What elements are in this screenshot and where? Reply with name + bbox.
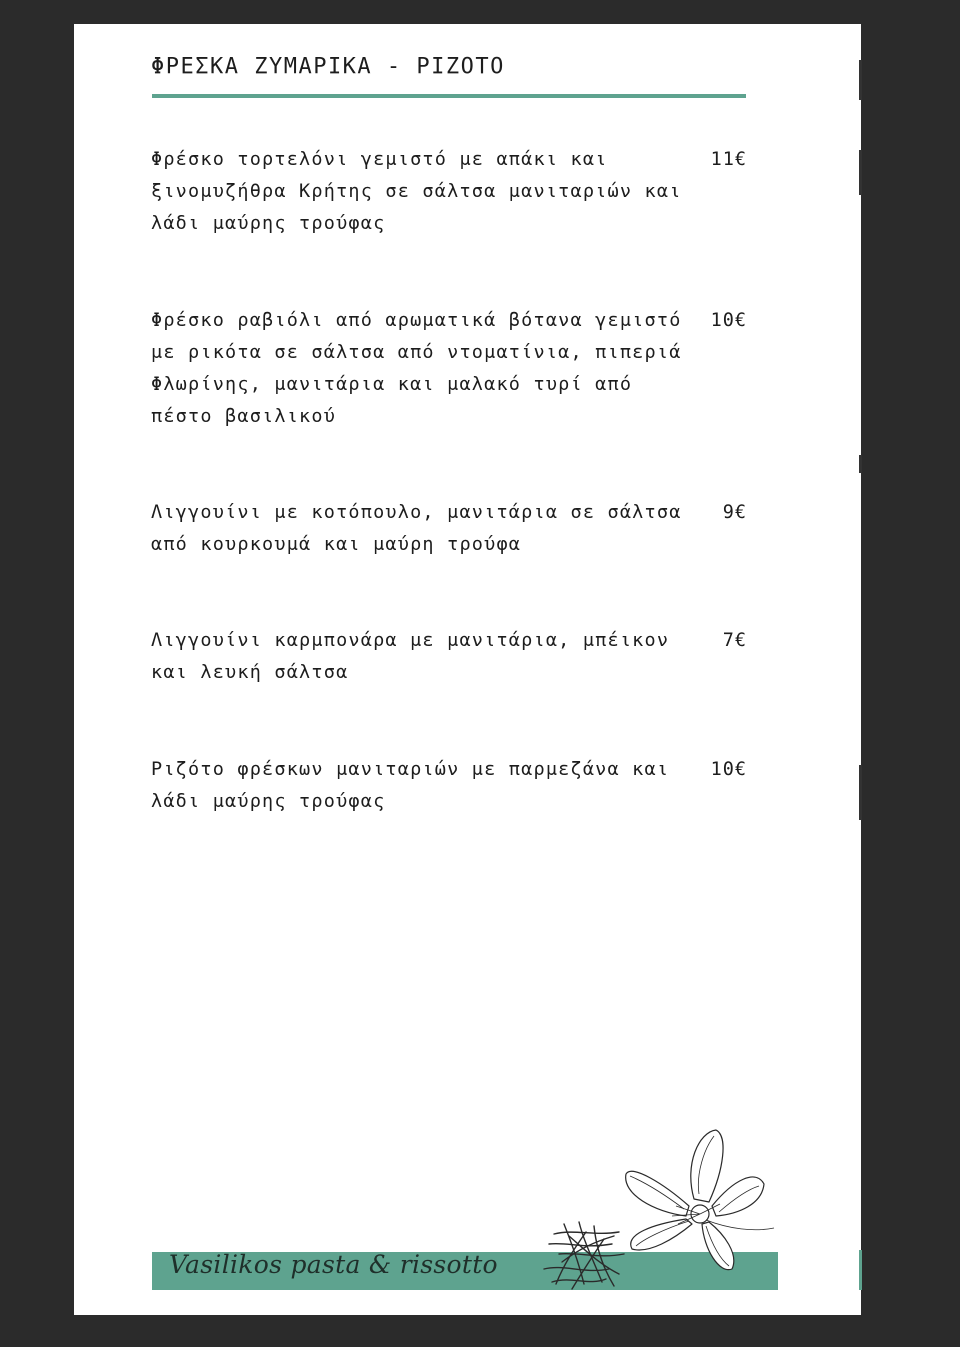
menu-item-description: Λιγγουίνι καρμπονάρα με μανιτάρια, μπέικον και λευκή σάλτσα [151,630,670,683]
next-page-edge [859,455,862,473]
next-page-edge [859,1250,862,1290]
next-page-edge [859,150,862,195]
footer-brand-text: Vasilikos pasta & rissotto [169,1250,498,1279]
flower-illustration-icon [524,1124,784,1294]
next-page-edge [859,765,862,820]
menu-item-price: 10€ [710,759,747,780]
menu-item-price: 10€ [710,310,747,331]
section-title: ΦΡΕΣΚΑ ΖΥΜΑΡΙΚΑ - ΡΙΖΟΤΟ [151,54,505,79]
menu-page [74,24,861,1315]
menu-item-price: 11€ [710,149,747,170]
menu-item-description: Φρέσκο ραβιόλι από αρωματικά βότανα γεμιστό με ρικότα σε σάλτσα από ντοματίνια, πιπεριά Φλωρίνης, μανιτάρια και μαλακό τυρί από πέστο βασιλικού [151,310,682,427]
menu-item-price: 9€ [722,502,747,523]
menu-item-description: Λιγγουίνι με κοτόπουλο, μανιτάρια σε σάλτσα από κουρκουμά και μαύρη τρούφα [151,502,682,555]
menu-item-description: Φρέσκο τορτελόνι γεμιστό με απάκι και ξινομυζήθρα Κρήτης σε σάλτσα μανιταριών και λάδι μαύρης τρούφας [151,149,682,234]
menu-item-description: Ριζότο φρέσκων μανιταριών με παρμεζάνα και λάδι μαύρης τρούφας [151,759,670,812]
menu-item-price: 7€ [722,630,747,651]
title-divider [152,94,746,98]
next-page-edge [859,60,862,100]
